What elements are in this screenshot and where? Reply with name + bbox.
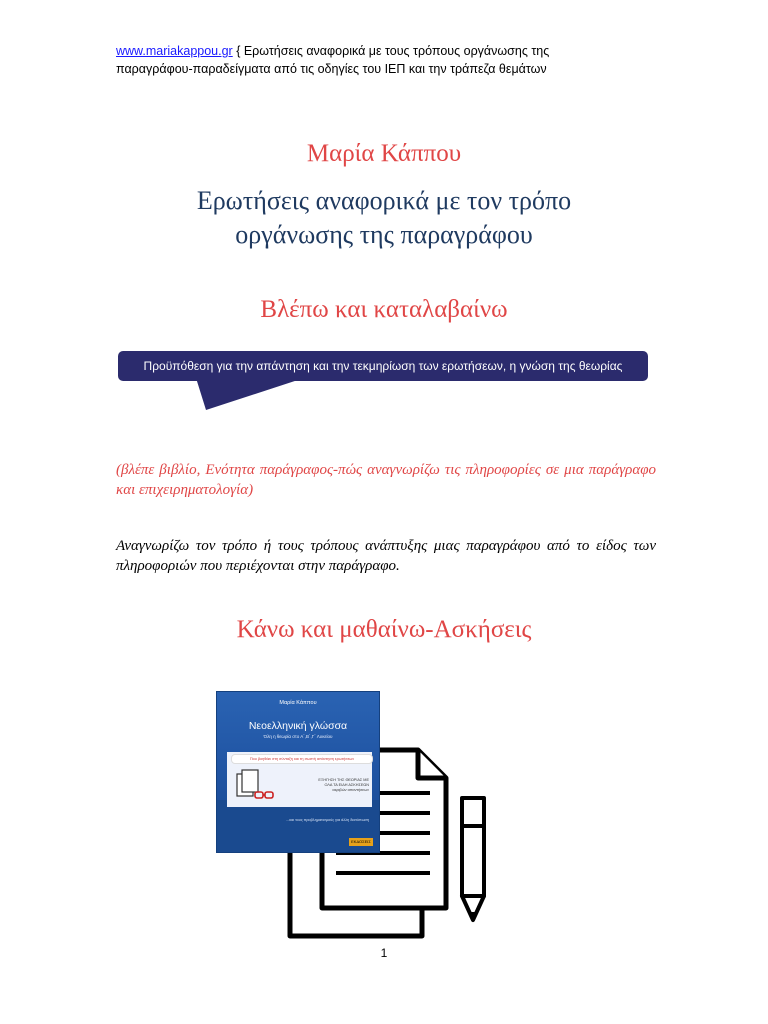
book-blurb-line-2: ΟΛΑ ΤΑ ΕΙΔΗ ΑΣΚΗΣΕΩΝ <box>324 783 369 787</box>
header-line2-text: παραγράφου-παραδείγματα από τις οδηγίες του ΙΕΠ και την τράπεζα θεμάτων <box>116 62 547 76</box>
book-blurb <box>277 778 369 793</box>
book-documents-glasses-icon <box>233 768 275 804</box>
book-cover-image <box>217 692 379 852</box>
book-blurb-line-1: ΕΞΗΓΗΣΗ ΤΗΣ ΘΕΩΡΙΑΣ ΜΕ <box>318 778 369 782</box>
prerequisite-banner: Προϋπόθεση για την απάντηση και την τεκμηρίωση των ερωτήσεων, η γνώση της θεωρίας <box>118 351 648 381</box>
book-subtitle: Όλη η θεωρία στο Α΄,Β΄,Γ΄ Λυκείου <box>263 734 333 739</box>
book-pill-text: Που βοηθάει στη σύνταξη και τη σωστή απάντηση ερωτήσεων <box>231 754 373 764</box>
section-heading-see-understand: Βλέπω και καταλαβαίνω <box>260 296 508 323</box>
speech-bubble-tail <box>196 378 306 410</box>
header-line1-text: { Ερωτήσεις αναφορικά με τους τρόπους οργάνωσης της <box>232 44 550 58</box>
book-footer-text: …και τους προβληματισμούς για άλλη διατύπωση <box>285 818 369 822</box>
book-reference-note: (βλέπε βιβλίο, Ενότητα παράγραφος-πώς αναγνωρίζω τις πληροφορίες σε μια παράγραφο και επιχειρηματολογία) <box>116 462 656 498</box>
title-line-1: Ερωτήσεις αναφορικά με τον τρόπο <box>196 186 572 215</box>
page-header <box>116 42 696 78</box>
document-title <box>0 184 768 252</box>
page-number: 1 <box>380 946 388 960</box>
title-line-2: οργάνωσης της παραγράφου <box>235 220 533 249</box>
book-title: Νεοελληνική γλώσσα <box>248 720 348 732</box>
author-name: Μαρία Κάππου <box>306 140 462 167</box>
section-heading-exercises: Κάνω και μαθαίνω-Ασκήσεις <box>236 616 532 643</box>
book-blurb-line-3: ακριβών απαντήσεων <box>332 788 369 792</box>
publisher-logo: ΕΚΔΟΣΕΙΣ <box>349 838 373 846</box>
intro-paragraph: Αναγνωρίζω τον τρόπο ή τους τρόπους ανάπτυξης μιας παραγράφου από το είδος των πληροφοριών που περιέχονται στην παράγραφο. <box>116 538 656 574</box>
book-author: Μαρία Κάππου <box>279 700 317 706</box>
website-link[interactable]: www.mariakappou.gr <box>116 44 233 58</box>
